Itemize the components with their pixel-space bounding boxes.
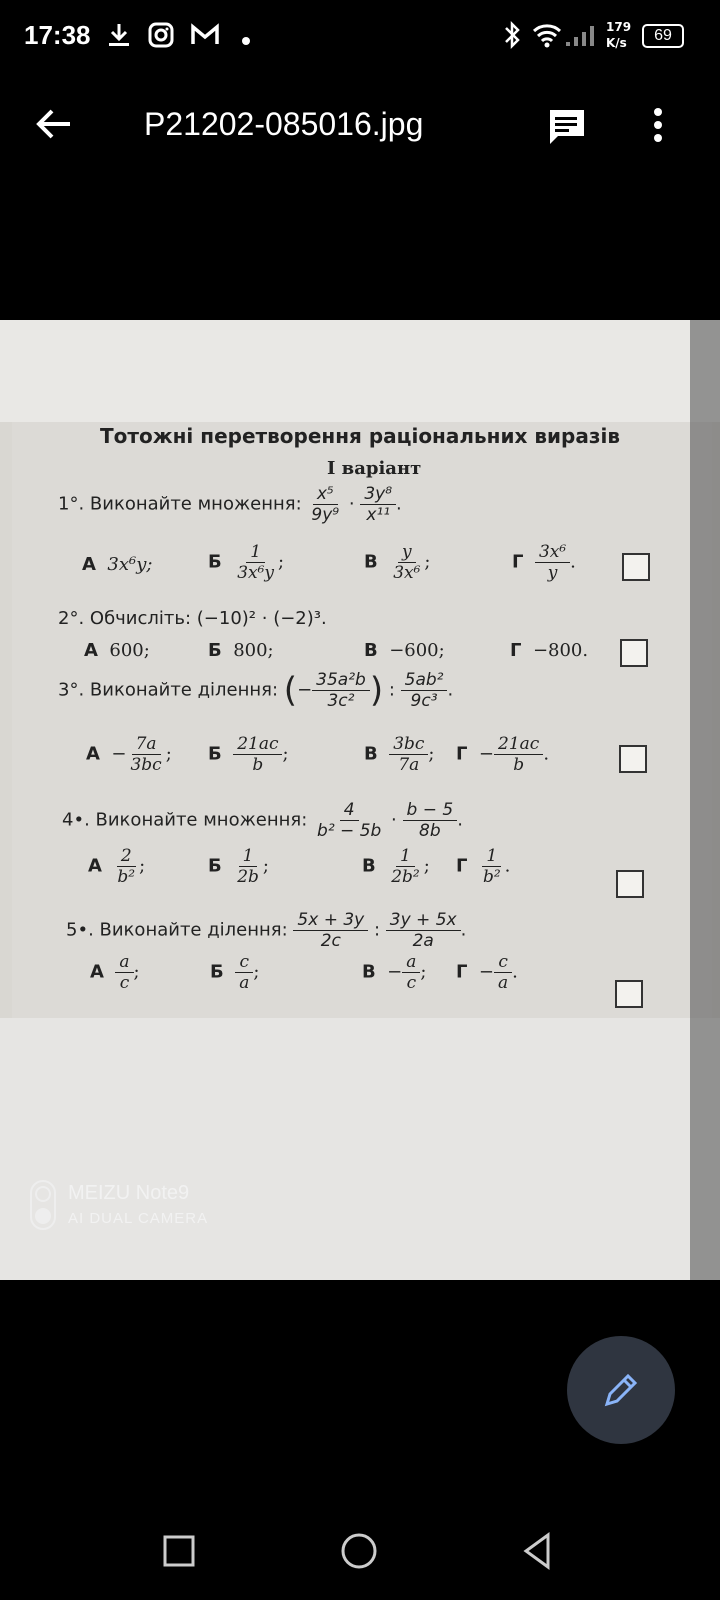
question-5-option-b: Б $\frac{c}{a}$ ; [210,952,260,993]
question-3-option-g: Г − $\frac{21ac}{b}$ . [456,734,550,775]
answer-box-2[interactable] [620,639,648,667]
camera-toggle-icon [30,1180,56,1234]
question-1-option-v: В $\frac{y}{\text{3x⁶}}$ ; [364,542,431,583]
back-triangle-icon[interactable] [522,1532,552,1574]
watermark-subtitle: AI DUAL CAMERA [68,1210,209,1227]
more-vert-icon[interactable] [652,108,664,146]
edit-pencil-icon [603,1372,639,1412]
question-1-label: 1°. Виконайте множення: [58,493,302,515]
gmail-icon [190,22,220,52]
watermark-title: MEIZU Note9 [68,1182,190,1204]
arrow-left-icon[interactable] [36,108,72,144]
question-3-option-b: Б $\frac{21ac}{b}$ ; [208,734,289,775]
question-5-option-a: А $\frac{a}{c}$ ; [90,952,140,993]
question-1: 1°. Виконайте множення: $\frac{\text{x⁵}}{\text{9y⁹}}$ · $\frac{\text{3y⁸}}{\text{x¹¹}}$ . [58,484,402,525]
file-title: P21202-085016.jpg [144,106,424,142]
instagram-icon [148,22,174,52]
question-2-option-g: Г −800. [510,640,589,661]
question-1-expr-a: $\frac{\text{x⁵}}{\text{9y⁹}}$ [311,484,340,525]
question-2-option-b: Б 800; [208,640,274,661]
question-4: 4•. Виконайте множення: $\frac{4}{\text{b² − 5b}}$ · $\frac{b - 5}{8b}$ . [62,800,463,841]
home-circle-icon[interactable] [340,1532,378,1574]
question-3: 3°. Виконайте ділення: (− $\frac{\text{35a²b}}{\text{3c²}}$ ) : $\frac{\text{5ab²}}{\text{9c³}}$ . [58,670,454,711]
status-bar [0,0,720,72]
question-2-option-a: А 600; [84,640,150,661]
question-5-option-g: Г − $\frac{c}{a}$ . [456,952,518,993]
signal-icon [564,24,596,52]
question-1-expr-b: $\frac{\text{3y⁸}}{\text{x¹¹}}$ [360,484,396,525]
comment-icon[interactable] [546,108,586,150]
question-3-option-v: В $\frac{3bc}{7a}$ ; [364,734,435,775]
question-2-option-v: В −600; [364,640,445,661]
recents-square-icon[interactable] [162,1534,196,1572]
question-4-option-g: Г $\frac{1}{\text{b²}}$ . [456,846,511,887]
worksheet-heading: Тотожні перетворення раціональних виразів [100,424,620,448]
question-5: 5•. Виконайте ділення: $\frac{5x + 3y}{2c}$ : $\frac{3y + 5x}{2a}$ . [66,910,467,951]
net-speed-value: 179 [606,20,632,34]
paper-top [0,320,720,422]
answer-box-5[interactable] [615,980,643,1008]
battery-icon [642,24,684,48]
status-time: 17:38 [24,20,91,50]
wifi-icon [532,22,562,52]
battery-level: 69 [654,27,672,44]
photo-shadow [690,320,720,1280]
edit-fab-button[interactable] [567,1336,675,1444]
question-2: 2°. Обчисліть: (−10)² · (−2)³. [58,608,327,629]
question-4-option-v: В $\frac{1}{\text{2b²}}$ ; [362,846,430,887]
system-nav-bar [0,1500,720,1600]
worksheet-variant: І варіант [327,458,422,479]
answer-box-1[interactable] [622,553,650,581]
question-1-option-g: Г $\frac{\text{3x⁶}}{y}$ . [512,542,576,583]
question-4-option-b: Б $\frac{1}{2b}$ ; [208,846,269,887]
question-3-option-a: А − $\frac{7a}{3bc}$ ; [86,734,172,775]
bluetooth-icon [502,20,522,54]
net-speed-unit: K/s [606,36,627,50]
question-4-option-a: А $\frac{2}{\text{b²}}$ ; [88,846,146,887]
question-1-option-a: А 3x⁶y; [82,554,153,575]
question-5-option-v: В − $\frac{a}{c}$ ; [362,952,427,993]
dot-icon [241,31,251,50]
download-icon [106,22,132,52]
question-1-option-b: Б $\frac{1}{\text{3x⁶y}}$ ; [208,542,285,583]
paper-bottom [0,1018,720,1280]
answer-box-4[interactable] [616,870,644,898]
answer-box-3[interactable] [619,745,647,773]
